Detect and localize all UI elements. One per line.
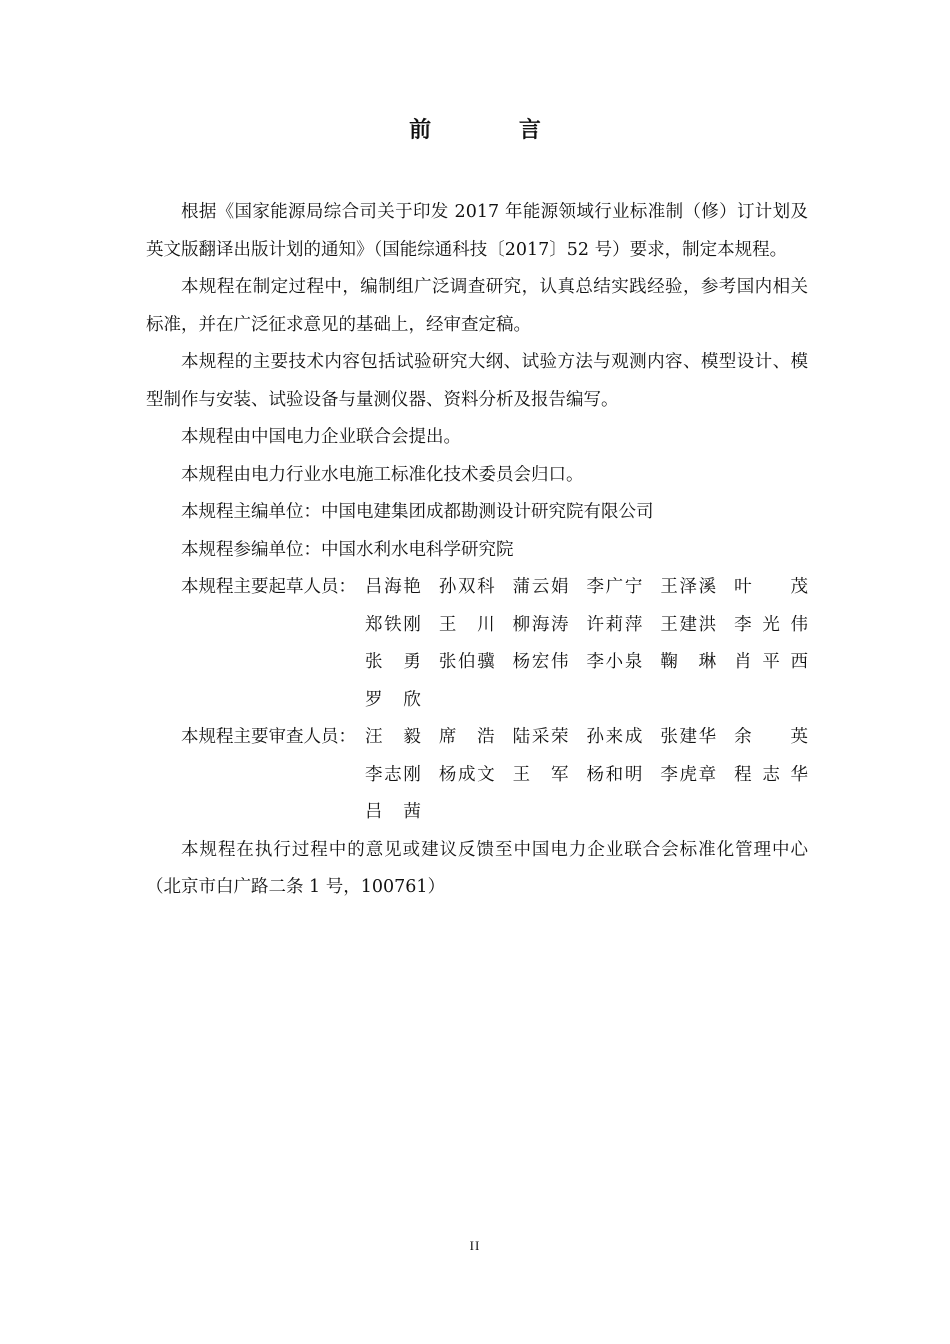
drafters-label: 本规程主要起草人员： [181, 577, 356, 597]
reviewer-name: 王 军 [512, 764, 569, 785]
participant-line: 本规程参编单位：中国水利水电科学研究院 [181, 539, 514, 560]
reviewer-name: 席 浩 [438, 727, 495, 747]
drafter-name: 李光伟 [734, 614, 808, 635]
drafter-name: 罗 欣 [365, 689, 421, 710]
drafter-name: 许莉萍 [586, 614, 643, 635]
reviewer-name: 程志华 [734, 764, 808, 785]
reviewer-name: 孙来成 [586, 727, 643, 747]
paragraph-content: 本规程的主要技术内容包括试验研究大纲、试验方法与观测内容、模型设计、模型制作与安装、试验设备与量测仪器、资料分析及报告编写。 [146, 352, 808, 410]
drafter-name: 李小泉 [586, 652, 643, 672]
drafter-name: 吕海艳 [365, 577, 421, 597]
paragraph-feedback: 本规程在执行过程中的意见或建议反馈至中国电力企业联合会标准化管理中心（北京市白广路二条 1 号，100761） [146, 839, 808, 897]
reviewer-name: 余 英 [734, 727, 808, 747]
preface-body [146, 194, 808, 907]
drafter-name: 孙双科 [438, 577, 495, 597]
page-title: 前 言 [409, 117, 581, 143]
paragraph-basis: 根据《国家能源局综合司关于印发 2017 年能源领域行业标准制（修）订计划及英文版翻译出版计划的通知》（国能综通科技〔2017〕52 号）要求，制定本规程。 [146, 202, 808, 260]
page-number: II [469, 1238, 481, 1253]
chief-editor-line: 本规程主编单位：中国电建集团成都勘测设计研究院有限公司 [181, 502, 654, 522]
drafter-name: 张伯骥 [438, 652, 495, 672]
drafter-name: 柳海涛 [512, 614, 569, 635]
reviewers-block [146, 719, 808, 832]
reviewer-name: 汪 毅 [365, 727, 421, 747]
drafters-block [146, 569, 808, 719]
paragraph-process: 本规程在制定过程中，编制组广泛调查研究，认真总结实践经验，参考国内相关标准，并在广泛征求意见的基础上，经审查定稿。 [146, 277, 808, 335]
reviewer-name: 李虎章 [660, 764, 717, 785]
drafter-name: 鞠 琳 [660, 652, 717, 672]
reviewer-name: 陆采荣 [512, 727, 569, 747]
drafter-name: 王泽溪 [660, 577, 717, 597]
reviewer-name: 杨和明 [586, 764, 643, 785]
drafter-name: 王建洪 [660, 614, 717, 635]
drafter-name: 叶 茂 [734, 577, 808, 597]
drafter-name: 张 勇 [365, 652, 421, 672]
reviewer-name: 杨成文 [438, 764, 495, 785]
reviewer-name: 吕 茜 [365, 802, 421, 822]
drafter-name: 李广宁 [586, 577, 643, 597]
proposer-line: 本规程由中国电力企业联合会提出。 [181, 427, 461, 447]
reviewers-label: 本规程主要审查人员： [181, 727, 356, 747]
drafter-name: 蒲云娟 [512, 577, 569, 597]
drafter-name: 杨宏伟 [512, 652, 569, 672]
drafter-name: 王 川 [438, 614, 495, 635]
administrator-line: 本规程由电力行业水电施工标准化技术委员会归口。 [181, 464, 584, 485]
reviewer-name: 李志刚 [365, 764, 421, 785]
drafters-list [365, 569, 808, 719]
drafter-name: 郑铁刚 [365, 614, 421, 635]
reviewers-list [365, 719, 808, 832]
reviewer-name: 张建华 [660, 727, 717, 747]
drafter-name: 肖平西 [734, 652, 808, 672]
